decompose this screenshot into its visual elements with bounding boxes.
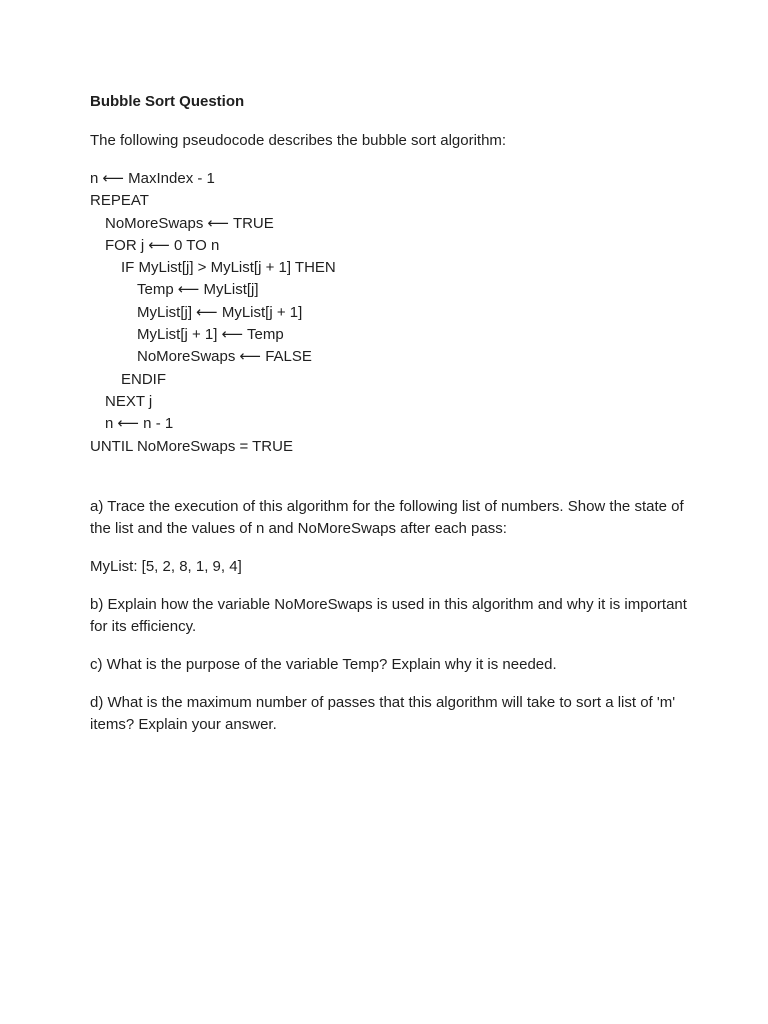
document-title: Bubble Sort Question xyxy=(90,93,245,110)
code-line: IF MyList[j] > MyList[j + 1] THEN xyxy=(121,259,336,277)
mylist-text: MyList: [5, 2, 8, 1, 9, 4] xyxy=(90,557,242,575)
code-line: Temp ⟵ MyList[j] xyxy=(137,281,259,299)
pseudocode-block xyxy=(90,168,690,458)
code-line: REPEAT xyxy=(90,192,149,210)
code-line: NEXT j xyxy=(105,392,153,410)
code-line: NoMoreSwaps ⟵ FALSE xyxy=(137,348,312,366)
code-line: MyList[j + 1] ⟵ Temp xyxy=(137,326,284,344)
code-line: n ⟵ n - 1 xyxy=(105,415,174,433)
question-c: c) What is the purpose of the variable Temp? Explain why it is needed. xyxy=(90,655,557,673)
question-a: a) Trace the execution of this algorithm for the following list of numbers. Show the state of the list and the values of n and NoMoreSwaps after each pass: xyxy=(90,497,684,537)
code-line: NoMoreSwaps ⟵ TRUE xyxy=(105,214,274,232)
spacer xyxy=(90,474,690,496)
code-line: n ⟵ MaxIndex - 1 xyxy=(90,170,215,187)
question-d: d) What is the maximum number of passes that this algorithm will take to sort a list of 'm' items? Explain your answer. xyxy=(90,693,676,733)
intro-text: The following pseudocode describes the bubble sort algorithm: xyxy=(90,132,507,149)
code-line: UNTIL NoMoreSwaps = TRUE xyxy=(90,437,293,455)
document-page xyxy=(90,92,690,752)
code-line: FOR j ⟵ 0 TO n xyxy=(105,236,220,254)
code-line: ENDIF xyxy=(121,370,166,388)
question-b: b) Explain how the variable NoMoreSwaps is used in this algorithm and why it is important for its efficiency. xyxy=(90,595,687,635)
code-line: MyList[j] ⟵ MyList[j + 1] xyxy=(137,303,303,321)
